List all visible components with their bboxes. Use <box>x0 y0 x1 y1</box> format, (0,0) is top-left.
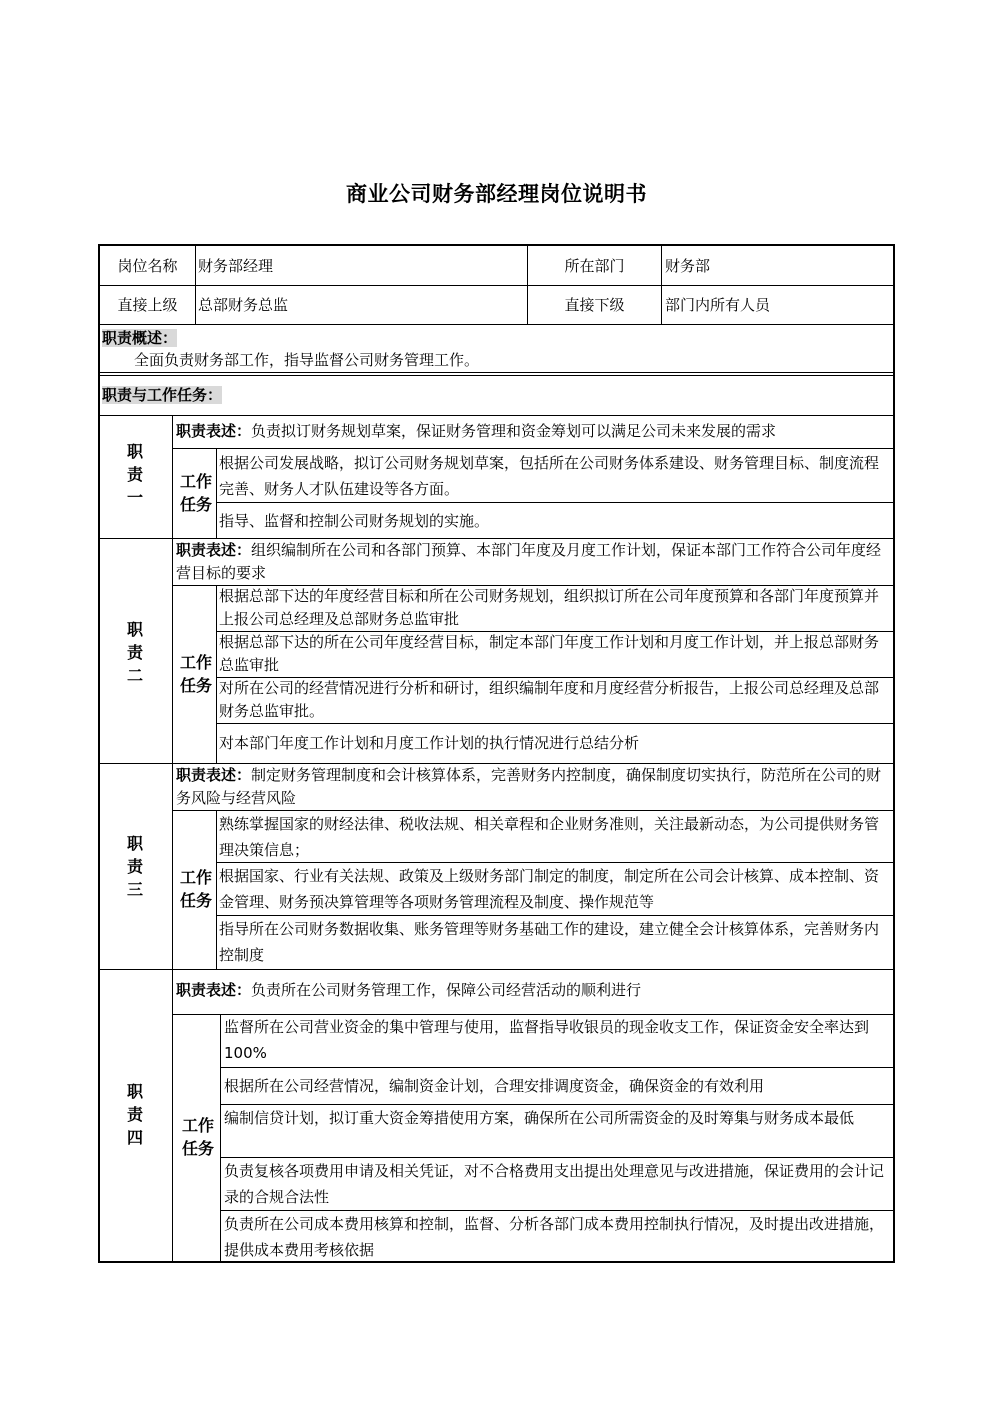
duty-3-statement <box>176 764 892 810</box>
statement-text: 负责所在公司财务管理工作，保障公司经营活动的顺利进行 <box>251 981 642 999</box>
position-label: 岗位名称 <box>117 257 178 275</box>
row-divider <box>216 502 893 503</box>
duty-4-task-4: 负责复核各项费用申请及相关凭证，对不合格费用支出提出处理意见与改进措施，保证费用的会计记录的合规合法性 <box>224 1162 885 1206</box>
superior-label: 直接上级 <box>117 296 178 314</box>
task-label <box>176 651 216 697</box>
duty-3-label-char: 职 <box>126 834 143 853</box>
row-divider <box>220 1067 893 1068</box>
overview-text: 全面负责财务部工作，指导监督公司财务管理工作。 <box>134 351 480 369</box>
row-divider <box>216 723 893 724</box>
duty-3-task-3: 指导所在公司财务数据收集、账务管理等财务基础工作的建设，建立健全会计核算体系，完善财务内控制度 <box>219 920 880 964</box>
col-divider <box>220 1014 221 1263</box>
duty-2-task-4: 对本部门年度工作计划和月度工作计划的执行情况进行总结分析 <box>219 734 640 752</box>
task-label-line: 任务 <box>179 495 212 514</box>
statement-text: 负责拟订财务规划草案，保证财务管理和资金筹划可以满足公司未来发展的需求 <box>251 422 777 440</box>
page-title: 商业公司财务部经理岗位说明书 <box>346 181 647 206</box>
task-label-line: 工作 <box>181 1116 214 1135</box>
task-label <box>176 866 216 912</box>
statement-label: 职责表述： <box>176 541 252 559</box>
duty-4-task-2: 根据所在公司经营情况，编制资金计划，合理安排调度资金，确保资金的有效利用 <box>224 1077 765 1095</box>
duties-section-label-text: 职责与工作任务： <box>102 386 223 404</box>
duty-4-label-char: 职 <box>126 1082 143 1101</box>
row-divider <box>100 285 893 286</box>
col-divider <box>172 415 173 1263</box>
duty-2-label-char: 责 <box>126 643 143 662</box>
col-divider <box>216 448 217 538</box>
duty-1-label-char: 职 <box>126 442 143 461</box>
row-divider <box>100 969 893 970</box>
duty-4-task-1: 监督所在公司营业资金的集中管理与使用，监督指导收银员的现金收支工作，保证资金安全率达到100% <box>224 1018 870 1062</box>
duty-2-statement <box>176 539 892 585</box>
duty-2-task-3: 对所在公司的经营情况进行分析和研讨，组织编制年度和月度经营分析报告，上报公司总经理及总部财务总监审批。 <box>219 679 880 720</box>
col-divider <box>216 585 217 763</box>
task-label-line: 任务 <box>179 891 212 910</box>
task-label <box>178 1114 218 1160</box>
task-label-line: 工作 <box>179 868 212 887</box>
statement-label: 职责表述： <box>176 766 252 784</box>
dept-value: 财务部 <box>665 257 711 275</box>
row-divider <box>100 372 893 373</box>
row-divider <box>100 324 893 325</box>
col-divider <box>661 246 662 324</box>
subordinate-label: 直接下级 <box>564 296 625 314</box>
overview-label <box>102 328 177 348</box>
duties-section-label <box>102 382 222 408</box>
duty-2-label <box>123 618 147 687</box>
duty-2-task-2: 根据总部下达的所在公司年度经营目标，制定本部门年度工作计划和月度工作计划，并上报总部财务总监审批 <box>219 633 880 674</box>
statement-label: 职责表述： <box>176 422 252 440</box>
duty-4-statement <box>176 977 641 1003</box>
dept-label: 所在部门 <box>564 257 625 275</box>
statement-text: 制定财务管理制度和会计核算体系，完善财务内控制度，确保制度切实执行，防范所在公司的财务风险与经营风险 <box>176 766 882 807</box>
duty-4-task-3: 编制信贷计划，拟订重大资金筹措使用方案，确保所在公司所需资金的及时筹集与财务成本最低 <box>224 1109 855 1127</box>
superior-value: 总部财务总监 <box>198 296 289 314</box>
duty-3-label <box>123 832 147 901</box>
duty-4-label-char: 四 <box>126 1128 143 1147</box>
duty-1-label-char: 责 <box>126 465 143 484</box>
overview-label-text: 职责概述： <box>102 329 178 347</box>
statement-text: 组织编制所在公司和各部门预算、本部门年度及月度工作计划，保证本部门工作符合公司年度经营目标的要求 <box>176 541 882 582</box>
duty-3-task-2: 根据国家、行业有关法规、政策及上级财务部门制定的制度，制定所在公司会计核算、成本控制、资金管理、财务预决算管理等各项财务管理流程及制度、操作规范等 <box>219 867 880 911</box>
task-label-line: 工作 <box>179 653 212 672</box>
duty-1-label-char: 一 <box>126 488 143 507</box>
position-value: 财务部经理 <box>198 257 274 275</box>
row-divider <box>100 415 893 416</box>
duty-4-label-char: 责 <box>126 1105 143 1124</box>
duty-2-label-char: 职 <box>126 620 143 639</box>
duty-1-statement <box>176 418 776 444</box>
duty-4-task-5: 负责所在公司成本费用核算和控制，监督、分析各部门成本费用控制执行情况，及时提出改进措施，提供成本费用考核依据 <box>224 1215 885 1259</box>
statement-label: 职责表述： <box>176 981 252 999</box>
duty-2-task-1: 根据总部下达的年度经营目标和所在公司财务规划，组织拟订所在公司年度预算和各部门年度预算并上报公司总经理及总部财务总监审批 <box>219 587 880 628</box>
duty-1-task-2: 指导、监督和控制公司财务规划的实施。 <box>219 512 490 530</box>
duty-4-label <box>123 1080 147 1149</box>
duty-1-label <box>123 440 147 509</box>
row-divider <box>100 375 893 376</box>
duty-2-label-char: 二 <box>126 666 143 685</box>
task-label-line: 任务 <box>181 1139 214 1158</box>
row-divider <box>172 448 893 449</box>
task-label-line: 任务 <box>179 676 212 695</box>
duty-3-label-char: 三 <box>126 880 143 899</box>
col-divider <box>216 810 217 969</box>
duty-3-task-1: 熟练掌握国家的财经法律、税收法规、相关章程和企业财务准则，关注最新动态，为公司提供财务管理决策信息； <box>219 815 880 859</box>
task-label <box>176 470 216 516</box>
duty-1-task-1: 根据公司发展战略，拟订公司财务规划草案，包括所在公司财务体系建设、财务管理目标、制度流程完善、财务人才队伍建设等各方面。 <box>219 454 880 498</box>
job-description-table <box>98 244 895 1263</box>
col-divider <box>195 246 196 324</box>
duty-3-label-char: 责 <box>126 857 143 876</box>
subordinate-value: 部门内所有人员 <box>665 296 771 314</box>
task-label-line: 工作 <box>179 472 212 491</box>
